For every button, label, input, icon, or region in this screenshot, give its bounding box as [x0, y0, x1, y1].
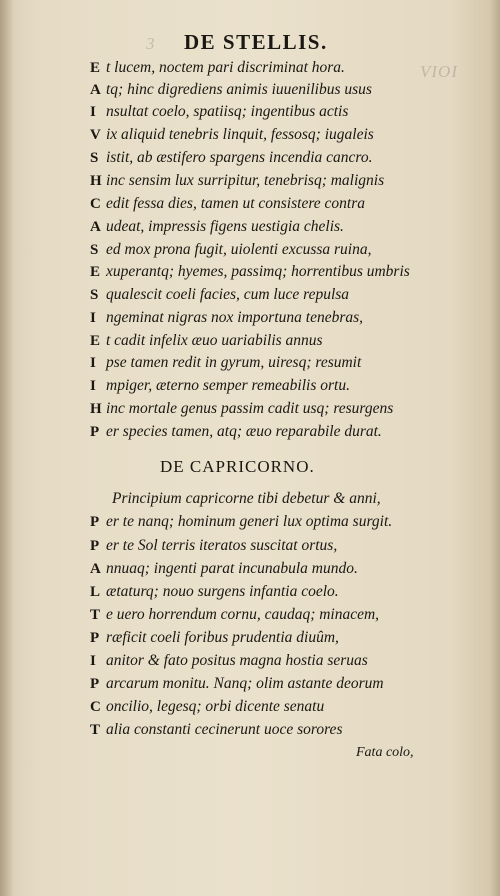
verse-text: ræficit coeli foribus prudentia diuûm, [106, 629, 339, 646]
initial-capital: V [90, 127, 101, 143]
verse-text: ed mox prona fugit, uiolenti excussa ruina, [106, 241, 372, 258]
verse-line [90, 216, 344, 238]
verse-line [90, 673, 384, 695]
initial-capital: C [90, 699, 101, 715]
verse-text: er te nanq; hominum generi lux optima surgit. [106, 513, 393, 530]
verse-text: istit, ab æstifero spargens incendia cancro. [106, 149, 373, 166]
verse-line [90, 535, 337, 557]
initial-capital: P [90, 514, 100, 530]
verse-text: udeat, impressis figens uestigia chelis. [106, 218, 344, 235]
verse-text: ngeminat nigras nox importuna tenebras, [106, 309, 364, 326]
bleed-through-mark: VIOI [420, 62, 458, 81]
verse-line [112, 488, 381, 510]
initial-capital: C [90, 196, 101, 212]
verse-text: er species tamen, atq; æuo reparabile durat. [106, 423, 382, 440]
verse-text: er te Sol terris iteratos suscitat ortus, [106, 537, 338, 554]
initial-capital: E [90, 264, 101, 280]
verse-line [90, 398, 393, 420]
verse-text: inc mortale genus passim cadit usq; resurgens [106, 400, 394, 417]
initial-capital: S [90, 287, 99, 303]
verse-line [90, 696, 324, 718]
verse-text: t lucem, noctem pari discriminat hora. [106, 59, 345, 76]
initial-capital: H [90, 173, 102, 189]
verse-line [90, 558, 358, 580]
verse-line [90, 101, 348, 123]
verse-line [90, 581, 339, 603]
verse-text: alia constanti cecinerunt uoce sorores [106, 721, 343, 738]
initial-capital: S [90, 242, 99, 258]
initial-capital: I [90, 378, 96, 394]
initial-capital: A [90, 82, 101, 98]
page-edge-shadow [490, 0, 500, 896]
verse-text: nnuaq; ingenti parat incunabula mundo. [106, 560, 358, 577]
verse-text: ix aliquid tenebris linquit, fessosq; iugaleis [106, 126, 374, 143]
verse-line [90, 57, 345, 79]
verse-line [90, 421, 382, 443]
verse-line [90, 79, 372, 101]
verse-text: mpiger, æterno semper remeabilis ortu. [106, 377, 350, 394]
initial-capital: P [90, 538, 100, 554]
initial-capital: E [90, 333, 101, 349]
verse-text: inc sensim lux surripitur, tenebrisq; malignis [106, 172, 385, 189]
verse-text: tq; hinc digrediens animis iuuenilibus usus [106, 81, 372, 98]
initial-capital: I [90, 653, 96, 669]
verse-line [90, 650, 368, 672]
initial-capital: A [90, 219, 101, 235]
section-title: DE CAPRICORNO. [160, 457, 315, 476]
verse-text: oncilio, legesq; orbi dicente senatu [106, 698, 325, 715]
gutter-shadow [0, 0, 14, 896]
initial-capital: S [90, 150, 99, 166]
initial-capital: P [90, 630, 100, 646]
verse-text: anitor & fato positus magna hostia seruas [106, 652, 368, 669]
verse-line [90, 124, 374, 146]
verse-line [90, 627, 339, 649]
bleed-through-mark: 3 [146, 34, 156, 53]
verse-line [90, 193, 365, 215]
verse-line [90, 239, 371, 261]
verse-line [90, 511, 392, 533]
verse-text: arcarum monitu. Nanq; olim astante deorum [106, 675, 384, 692]
verse-line [90, 147, 373, 169]
verse-text: xuperantq; hyemes, passimq; horrentibus umbris [106, 263, 410, 280]
verse-line [90, 261, 410, 283]
initial-capital: H [90, 401, 102, 417]
initial-capital: P [90, 424, 100, 440]
verse-text: e uero horrendum cornu, caudaq; minacem, [106, 606, 380, 623]
verse-text: t cadit infelix æuo uariabilis annus [106, 332, 323, 349]
verse-line [90, 330, 323, 352]
verse-text: ætaturq; nouo surgens infantia coelo. [106, 583, 339, 600]
verse-line [90, 170, 384, 192]
verse-line [90, 375, 350, 397]
initial-capital: T [90, 607, 101, 623]
initial-capital: T [90, 722, 101, 738]
initial-capital: P [90, 676, 100, 692]
verse-text: edit fessa dies, tamen ut consistere contra [106, 195, 366, 212]
initial-capital: I [90, 310, 96, 326]
catchword: Fata colo, [356, 745, 414, 760]
initial-capital: I [90, 355, 96, 371]
verse-line [90, 284, 349, 306]
initial-capital: I [90, 104, 96, 120]
verse-text: Principium capricorne tibi debetur & anni, [112, 490, 381, 507]
verse-line [90, 719, 342, 741]
verse-line [90, 352, 361, 374]
running-head: DE STELLIS. [184, 30, 328, 54]
verse-line [90, 307, 363, 329]
verse-line [90, 604, 379, 626]
initial-capital: A [90, 561, 101, 577]
verse-text: pse tamen redit in gyrum, uiresq; resumit [106, 354, 362, 371]
initial-capital: L [90, 584, 101, 600]
initial-capital: E [90, 60, 101, 76]
verse-text: nsultat coelo, spatiisq; ingentibus actis [106, 103, 349, 120]
verse-text: qualescit coeli facies, cum luce repulsa [106, 286, 350, 303]
